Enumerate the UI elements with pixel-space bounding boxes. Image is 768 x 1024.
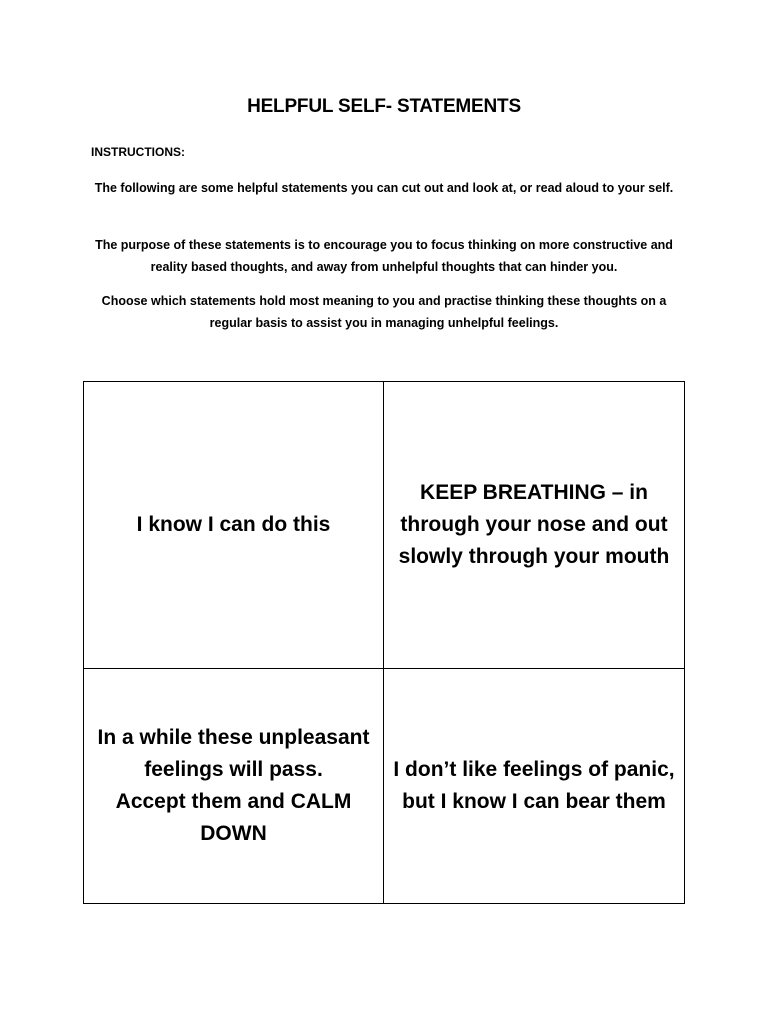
instruction-paragraph-3: Choose which statements hold most meaning to you and practise thinking these thoughts on a regular basis to assist you in managing unhelpful feelings.: [101, 294, 667, 330]
instruction-paragraph-2: The purpose of these statements is to encourage you to focus thinking on more constructive and reality based thoughts, and away from unhelpful thoughts that can hinder you.: [95, 238, 673, 274]
page-title: HELPFUL SELF- STATEMENTS: [247, 96, 521, 117]
statement-card-1-text: I know I can do this: [136, 513, 331, 536]
statement-card-3-line-1: In a while these unpleasant feelings will pass.: [97, 726, 370, 781]
instructions-label: INSTRUCTIONS:: [91, 145, 185, 159]
statement-card-3-line-2: Accept them and CALM DOWN: [115, 790, 352, 845]
statement-card-4-line-2: but I know I can bear them: [402, 790, 666, 813]
statement-card-4-line-1: I don’t like feelings of panic,: [393, 758, 675, 781]
statement-card-4: [384, 669, 684, 903]
statement-card-1: [84, 382, 384, 669]
statement-card-2-text: KEEP BREATHING – in through your nose and out slowly through your mouth: [398, 481, 670, 568]
statement-card-grid: [83, 381, 685, 904]
statement-card-3: [84, 669, 384, 903]
statement-card-2: [384, 382, 684, 669]
instruction-paragraph-1: The following are some helpful statements you can cut out and look at, or read aloud to your self.: [94, 181, 674, 195]
